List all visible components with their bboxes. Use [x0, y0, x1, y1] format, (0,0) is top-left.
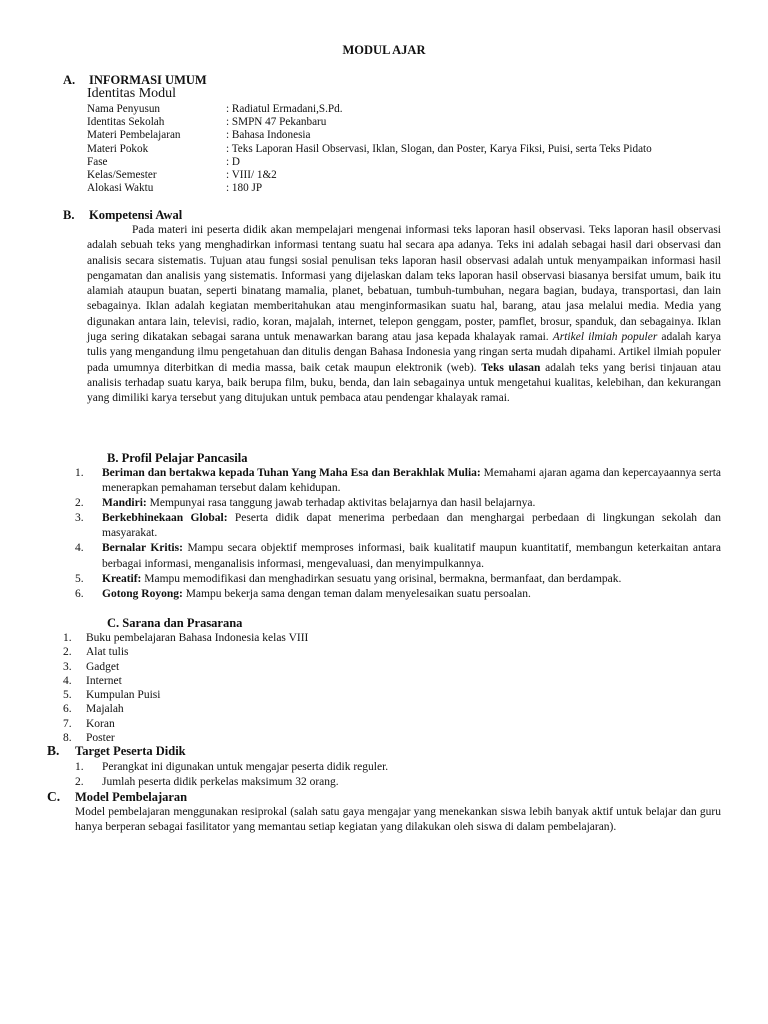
identity-key: Materi Pokok — [87, 142, 149, 155]
list-item: 4. Internet — [63, 674, 122, 687]
list-item: 1. Beriman dan bertakwa kepada Tuhan Yang Maha Esa dan Berakhlak Mulia: Memahami ajaran agama dan kepercayaannya serta menerapkan pemahaman tersebut dalam kehidupan. — [75, 467, 722, 495]
list-item: 2. Alat tulis — [63, 646, 129, 659]
profil-item-label: Gotong Royong: — [102, 587, 183, 600]
list-item: 3. Berkebhinekaan Global: Peserta didik dapat menerima perbedaan dan menghargai perbedaan di lingkungan sekolah dan masyarakat. — [75, 512, 721, 540]
identity-value: : Radiatul Ermadani,S.Pd. — [226, 103, 343, 115]
model-heading — [47, 789, 187, 805]
list-item: 4. Bernalar Kritis: Mampu secara objektif memproses informasi, baik kualitatif maupun kuantitatif, membangun keterkaitan antara berbagai informasi, menganalisis informasi, mengevaluasi, dan menyimpulkannya. — [75, 542, 721, 570]
identity-table — [87, 103, 652, 195]
identity-key: Alokasi Waktu — [87, 182, 154, 195]
list-item: 6. Gotong Royong: Mampu bekerja sama dengan teman dalam menyelesaikan suatu persoalan. — [75, 587, 531, 600]
section-b-letter: B. — [63, 208, 75, 222]
kompetensi-text: Pada materi ini peserta didik akan mempelajari mengenai informasi teks laporan hasil observasi. Teks laporan hasil observasi adalah sebuah teks yang menghadirkan informasi tentang suatu hal secara apa adanya. Teks ini adalah sebagai hasil dari observasi dan analisis secara sistematis. Tujuan atau fungsi sosial penulisan teks laporan hasil observasi adalah untuk menyampaikan informasi hasil pengamatan dan analisis yang sistematis. Informasi yang dijelaskan dalam teks laporan hasil observasi biasanya bersifat umum, baik itu alamiah ataupun buatan, seperti binatang mamalia, planet, bebatuan, tumbuh-tumbuhan, negara bagian, budaya, transportasi, dan lain sebagainya. Iklan adalah kegiatan memberitahukan atau menginformasikan suatu hal, barang, atau jasa melalui media. Media yang digunakan antara lain, televisi, radio, koran, majalah, internet, telepon genggam, poster, pamflet, brosur, spanduk, dan sebagainya. Iklan juga sering dikatakan sebagai sarana untuk menawarkan barang atau jasa kepada khalayak ramai. — [87, 224, 721, 344]
kompetensi-italic-term: Artikel ilmiah populer — [552, 331, 658, 344]
model-paragraph: Model pembelajaran menggunakan resiprokal (salah satu gaya mengajar yang menekankan siswa lebih banyak aktif untuk belajar dan guru hanya berperan sebagai fasilitator yang memantau setiap kegiatan yang dilakukan oleh siswa di dalam pembelajaran). — [75, 806, 721, 834]
kompetensi-text-cont: adalah karya tulis yang mengandung ilmu pengetahuan dan ditulis dengan Bahasa Indonesia yang ringan serta mudah dipahami. Artikel ilmiah populer pada umumnya diterbitkan di media massa, baik cetak maupun elektronik (web). — [87, 331, 722, 374]
identity-value: : Teks Laporan Hasil Observasi, Iklan, Slogan, dan Poster, Karya Fiksi, Puisi, serta Teks Pidato — [226, 142, 652, 155]
kompetensi-bold-term: Teks ulasan — [481, 361, 541, 374]
list-item: 8. Poster — [63, 732, 115, 745]
identity-row — [87, 182, 652, 195]
target-title: Target Peserta Didik — [75, 744, 186, 758]
target-letter: B. — [47, 743, 60, 758]
identity-key: Kelas/Semester — [87, 169, 157, 182]
list-item: 5. Kreatif: Mampu memodifikasi dan menghadirkan sesuatu yang orisinal, bermakna, bermanfaat, dan berdampak. — [75, 572, 622, 585]
document-title: MODUL AJAR — [342, 43, 426, 57]
target-heading — [47, 743, 186, 759]
profil-item-label: Berkebhinekaan Global: — [102, 512, 228, 525]
identity-value: : VIII/ 1&2 — [226, 169, 277, 182]
kompetensi-paragraph — [87, 223, 721, 407]
section-b-heading — [63, 208, 182, 223]
model-letter: C. — [47, 789, 61, 804]
identity-row — [87, 129, 652, 142]
section-b-title: Kompetensi Awal — [89, 208, 183, 222]
list-item: 2. Jumlah peserta didik perkelas maksimum 32 orang. — [75, 776, 339, 789]
identity-row — [87, 116, 652, 129]
target-list — [75, 760, 721, 790]
list-item: 3. Gadget — [63, 660, 120, 673]
profil-list — [75, 466, 721, 602]
profil-item-text: Mampu bekerja sama dengan teman dalam menyelesaikan suatu persoalan. — [185, 587, 531, 600]
identity-value: : 180 JP — [226, 182, 263, 195]
profil-heading: B. Profil Pelajar Pancasila — [107, 451, 248, 465]
sarana-list — [63, 631, 308, 745]
profil-item-label: Bernalar Kritis: — [102, 542, 183, 555]
profil-item-text: Peserta didik dapat menerima perbedaan dan menghargai perbedaan di lingkungan sekolah dan masyarakat. — [102, 512, 721, 540]
identity-row — [87, 143, 652, 156]
profil-item-text: Mampu memodifikasi dan menghadirkan sesuatu yang orisinal, bermakna, bermanfaat, dan berdampak. — [144, 572, 622, 585]
kompetensi-text-end: adalah teks yang berisi tinjauan atau analisis terhadap suatu karya, baik berupa film, buku, benda, dan lain sebagainya untuk mengetahui kualitas, kelebihan, dan kekurangan yang dimiliki karya tersebut yang ditujukan untuk pembaca atau pendengar khalayak ramai. — [87, 361, 722, 405]
section-a-title: INFORMASI UMUM — [89, 73, 207, 87]
identity-row — [87, 156, 652, 169]
identity-key: Fase — [87, 155, 108, 168]
identity-value: : D — [226, 155, 240, 168]
list-item: 7. Koran — [63, 717, 115, 730]
section-a-letter: A. — [63, 73, 76, 87]
identity-value: : Bahasa Indonesia — [226, 129, 311, 142]
model-title: Model Pembelajaran — [75, 790, 188, 804]
list-item: 1. Perangkat ini digunakan untuk mengajar peserta didik reguler. — [75, 761, 389, 773]
list-item: 5. Kumpulan Puisi — [63, 689, 161, 702]
identity-row — [87, 169, 652, 182]
identity-key: Nama Penyusun — [87, 103, 161, 115]
profil-item-text: Memahami ajaran agama dan kepercayaannya serta menerapkan pemahaman tersebut dalam kehidupan. — [102, 467, 722, 495]
list-item: 6. Majalah — [63, 703, 124, 716]
identity-row — [87, 103, 652, 116]
identity-value: : SMPN 47 Pekanbaru — [226, 116, 327, 129]
profil-item-text: Mempunyai rasa tanggung jawab terhadap aktivitas belajarnya dan hasil belajarnya. — [149, 497, 536, 510]
profil-item-label: Beriman dan bertakwa kepada Tuhan Yang Maha Esa dan Berakhlak Mulia: — [102, 467, 481, 479]
profil-item-label: Mandiri: — [102, 497, 147, 510]
sarana-heading: C. Sarana dan Prasarana — [107, 616, 243, 630]
list-item: 1. Buku pembelajaran Bahasa Indonesia kelas VIII — [63, 632, 309, 644]
profil-item-text: Mampu secara objektif memproses informasi, baik kualitatif maupun kuantitatif, membangun keterkaitan antara berbagai informasi, menganalisis informasi, mengevaluasi, dan menyimpulkannya. — [102, 542, 721, 570]
list-item: 2. Mandiri: Mempunyai rasa tanggung jawab terhadap aktivitas belajarnya dan hasil belajarnya. — [75, 497, 536, 510]
identity-subtitle: Identitas Modul — [87, 86, 177, 101]
identity-key: Materi Pembelajaran — [87, 129, 181, 142]
identity-key: Identitas Sekolah — [87, 116, 165, 129]
profil-item-label: Kreatif: — [102, 572, 142, 585]
